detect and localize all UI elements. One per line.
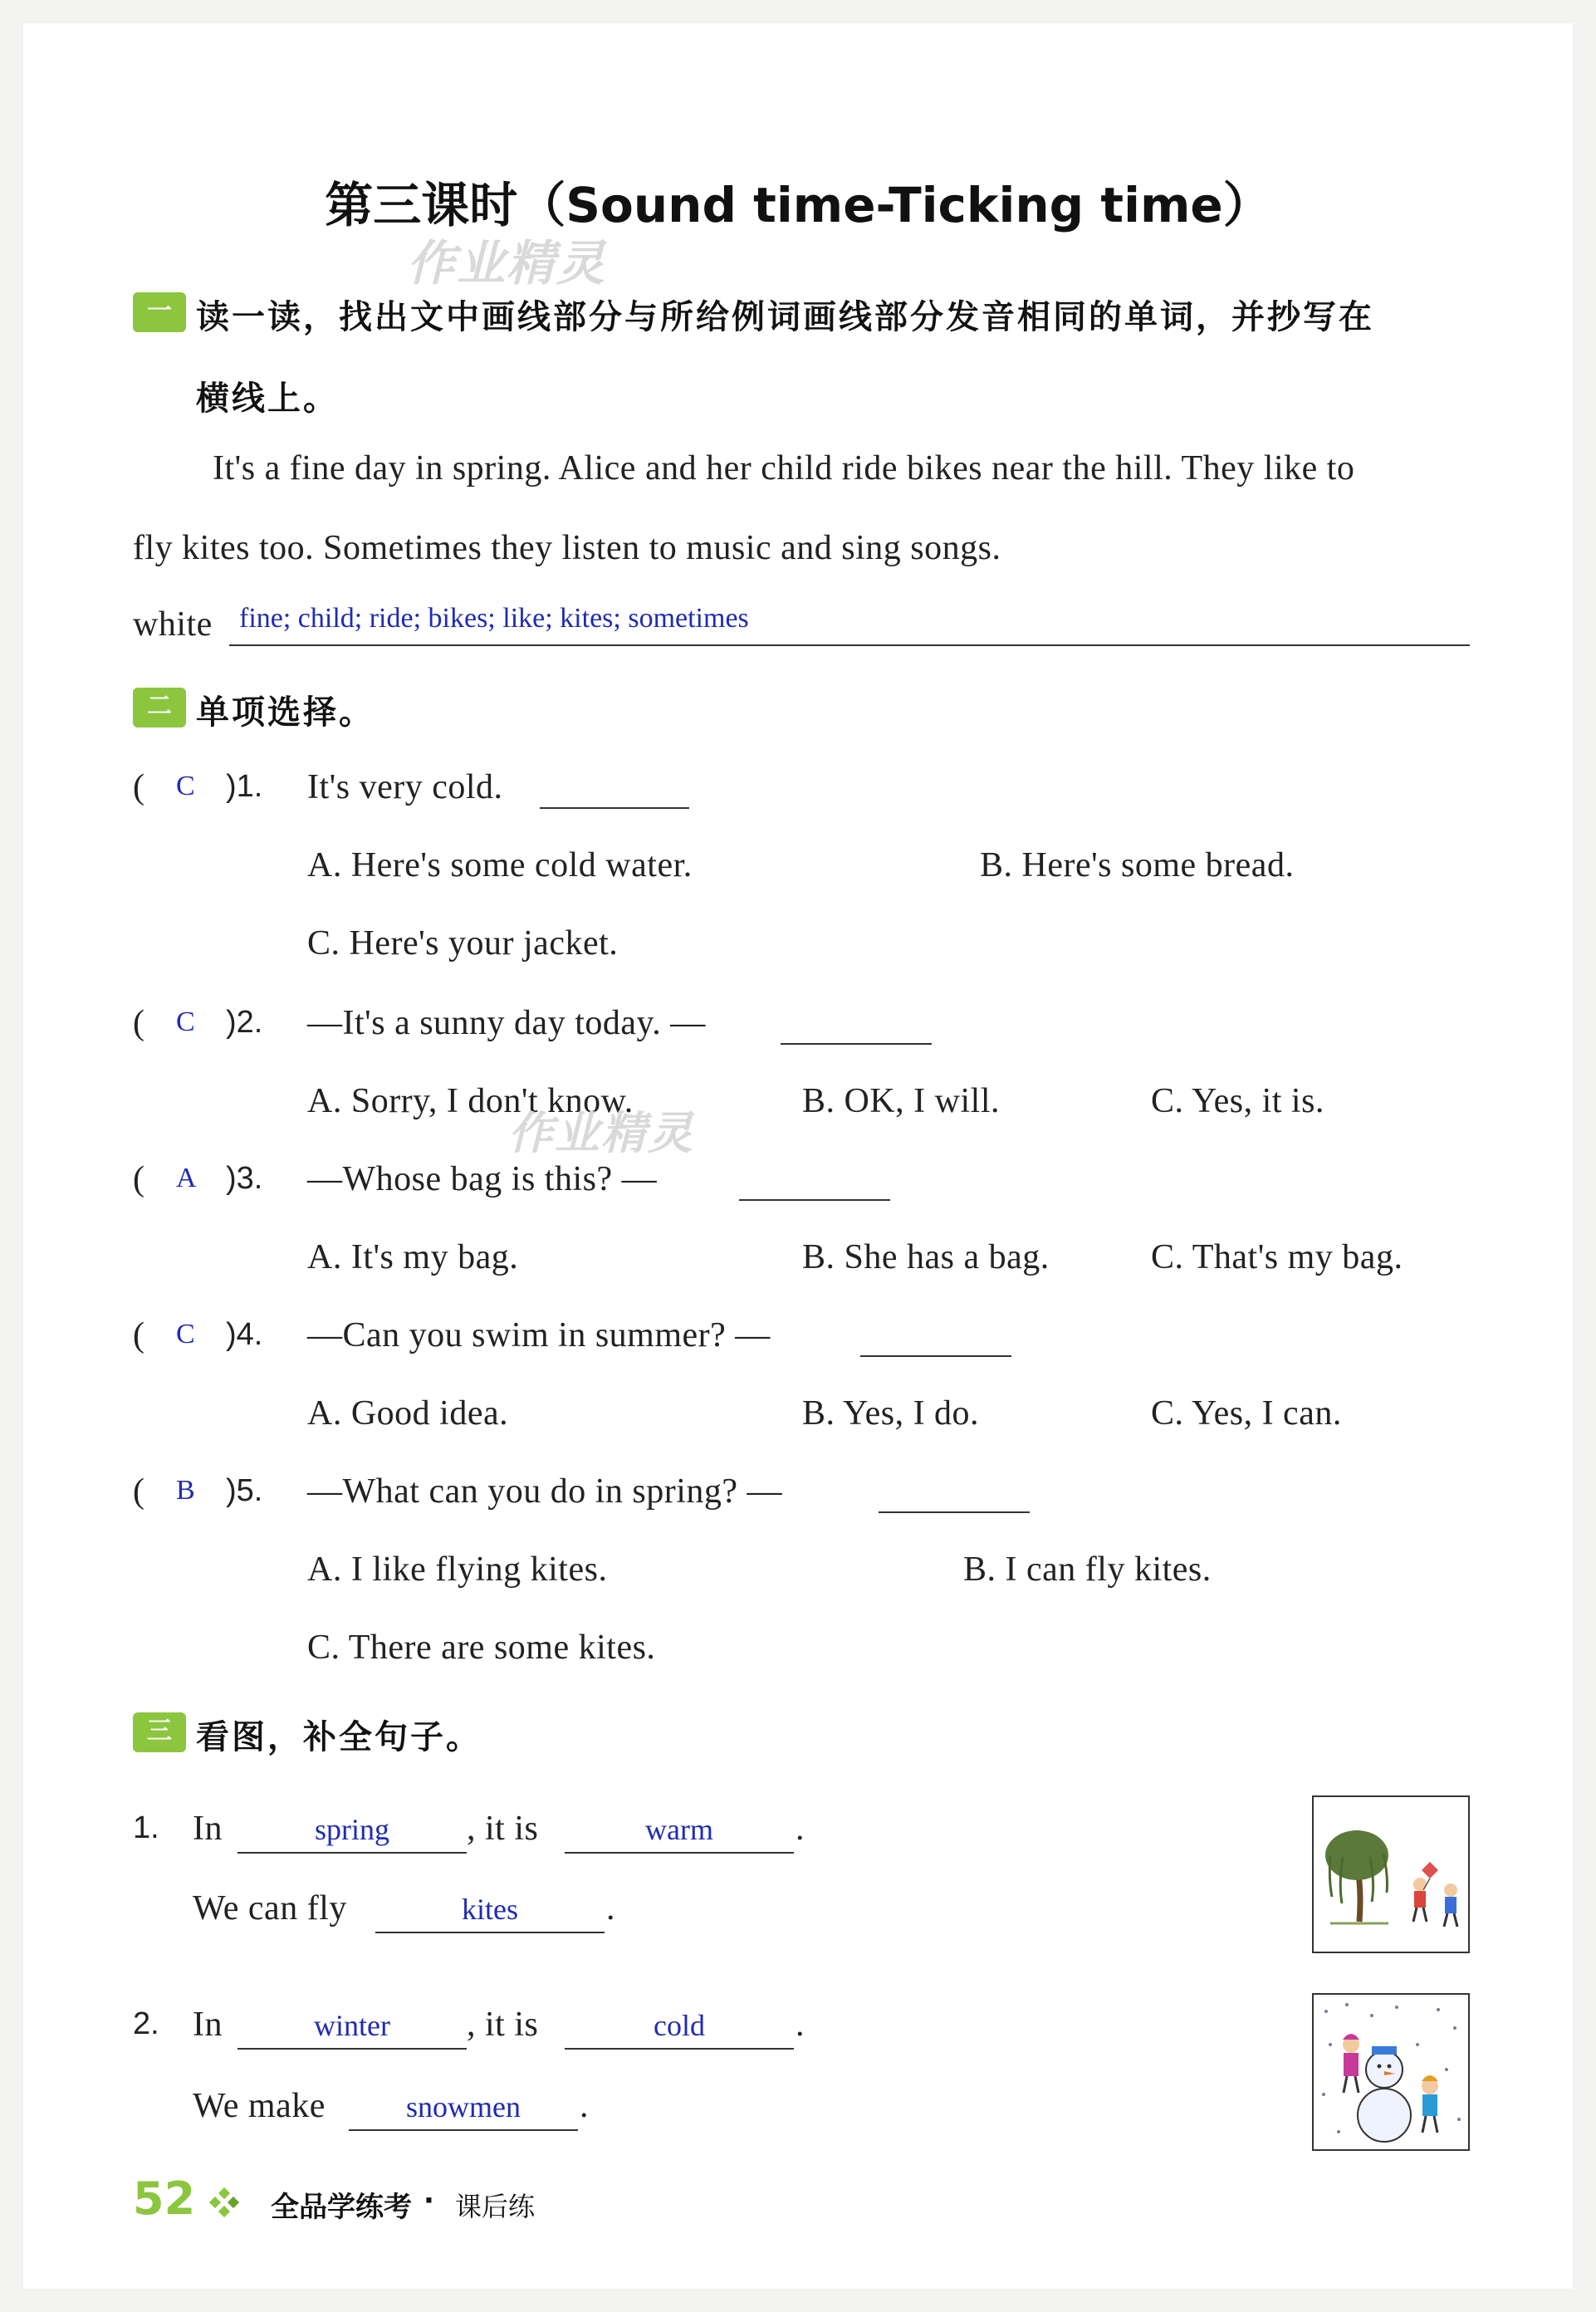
q2-option-c[interactable]: C. Yes, it is. <box>1151 1082 1324 1120</box>
item-1-activity-answer[interactable]: kites <box>375 1892 605 1933</box>
q4-number: )4. <box>226 1317 263 1352</box>
item-2-period: . <box>796 2006 805 2044</box>
footer-dot: · <box>423 2184 434 2217</box>
item-2-in: In <box>193 2006 223 2044</box>
section-1-answer[interactable]: fine; child; ride; bikes; like; kites; sometimes <box>239 603 749 634</box>
page-number: 52 <box>133 2172 196 2225</box>
paren-open: ( <box>133 1004 145 1042</box>
item-2-line2: We make <box>193 2087 326 2125</box>
q3-blank[interactable] <box>739 1199 890 1201</box>
q5-answer[interactable]: B <box>176 1475 195 1506</box>
paren-open: ( <box>133 1472 145 1511</box>
q4-answer[interactable]: C <box>176 1319 195 1349</box>
q2-stem: —It's a sunny day today. — <box>307 1004 706 1042</box>
answer-line-section1 <box>229 644 1470 646</box>
q4-option-b[interactable]: B. Yes, I do. <box>802 1394 980 1433</box>
q5-option-b[interactable]: B. I can fly kites. <box>963 1550 1212 1589</box>
q1-answer[interactable]: C <box>176 771 195 801</box>
q3-answer[interactable]: A <box>176 1163 197 1193</box>
item-1-period: . <box>796 1810 805 1848</box>
section-2-badge: 二 <box>133 688 186 727</box>
winter-illustration <box>1314 1995 1468 2149</box>
q5-number: )5. <box>226 1473 263 1508</box>
passage-line-1: It's a fine day in spring. Alice and her child ride bikes near the hill. They like to <box>213 449 1355 487</box>
item-1-weather-answer[interactable]: warm <box>565 1812 794 1854</box>
clover-icon <box>209 2187 239 2221</box>
paren-open: ( <box>133 1316 145 1354</box>
q1-option-b[interactable]: B. Here's some bread. <box>980 846 1295 884</box>
q2-option-b[interactable]: B. OK, I will. <box>802 1082 1000 1120</box>
item-1-season-answer[interactable]: spring <box>237 1812 467 1854</box>
q4-option-c[interactable]: C. Yes, I can. <box>1151 1394 1342 1433</box>
q3-option-b[interactable]: B. She has a bag. <box>802 1238 1050 1276</box>
section-1-badge: 一 <box>133 292 186 332</box>
passage-line-2: fly kites too. Sometimes they listen to music and sing songs. <box>133 529 1001 567</box>
q1-blank[interactable] <box>540 807 689 809</box>
section-3-badge: 三 <box>133 1712 186 1752</box>
q5-blank[interactable] <box>879 1511 1030 1513</box>
q3-number: )3. <box>226 1161 263 1196</box>
book-title: 全品学练考 <box>271 2191 412 2224</box>
q2-option-a[interactable]: A. Sorry, I don't know. <box>307 1082 634 1120</box>
item-2-period: . <box>580 2087 589 2125</box>
paren-open: ( <box>133 1160 145 1198</box>
q3-option-a[interactable]: A. It's my bag. <box>307 1238 519 1276</box>
item-2-weather-answer[interactable]: cold <box>565 2008 794 2050</box>
section-1-instruction-line2: 横线上。 <box>196 380 339 418</box>
q2-number: )2. <box>226 1005 263 1040</box>
q1-stem: It's very cold. <box>307 768 503 806</box>
watermark: 作业精灵 <box>407 235 607 291</box>
spring-picture <box>1312 1795 1470 1953</box>
q4-stem: —Can you swim in summer? — <box>307 1316 771 1354</box>
page-title: 第三课时（Sound time-Ticking time） <box>325 177 1271 233</box>
watermark: 作业精灵 <box>508 1107 694 1159</box>
q1-number: )1. <box>226 769 263 804</box>
q5-stem: —What can you do in spring? — <box>307 1472 783 1511</box>
example-word: white <box>133 605 213 644</box>
item-2-number: 2. <box>133 2006 159 2041</box>
paren-open: ( <box>133 768 145 806</box>
item-1-it-is: , it is <box>467 1810 539 1848</box>
q2-blank[interactable] <box>781 1043 932 1045</box>
winter-picture <box>1312 1993 1470 2151</box>
item-1-line2: We can fly <box>193 1889 347 1927</box>
q5-option-c[interactable]: C. There are some kites. <box>307 1629 656 1667</box>
q1-option-c[interactable]: C. Here's your jacket. <box>307 924 619 963</box>
q4-option-a[interactable]: A. Good idea. <box>307 1394 509 1433</box>
q4-blank[interactable] <box>860 1355 1011 1357</box>
item-2-it-is: , it is <box>467 2006 539 2044</box>
q1-option-a[interactable]: A. Here's some cold water. <box>307 846 693 884</box>
section-2-instruction: 单项选择。 <box>196 693 375 732</box>
book-subtitle: 课后练 <box>455 2191 536 2222</box>
item-1-number: 1. <box>133 1810 159 1845</box>
spring-illustration <box>1314 1797 1468 1952</box>
section-3-instruction: 看图，补全句子。 <box>196 1718 482 1756</box>
q3-stem: —Whose bag is this? — <box>307 1160 658 1198</box>
q5-option-a[interactable]: A. I like flying kites. <box>307 1550 608 1589</box>
item-1-in: In <box>193 1810 223 1848</box>
q3-option-c[interactable]: C. That's my bag. <box>1151 1238 1403 1276</box>
item-1-period: . <box>606 1889 615 1927</box>
item-2-season-answer[interactable]: winter <box>237 2008 467 2050</box>
q2-answer[interactable]: C <box>176 1007 195 1037</box>
item-2-activity-answer[interactable]: snowmen <box>349 2089 578 2131</box>
section-1-instruction-line1: 读一读，找出文中画线部分与所给例词画线部分发音相同的单词，并抄写在 <box>196 298 1374 336</box>
